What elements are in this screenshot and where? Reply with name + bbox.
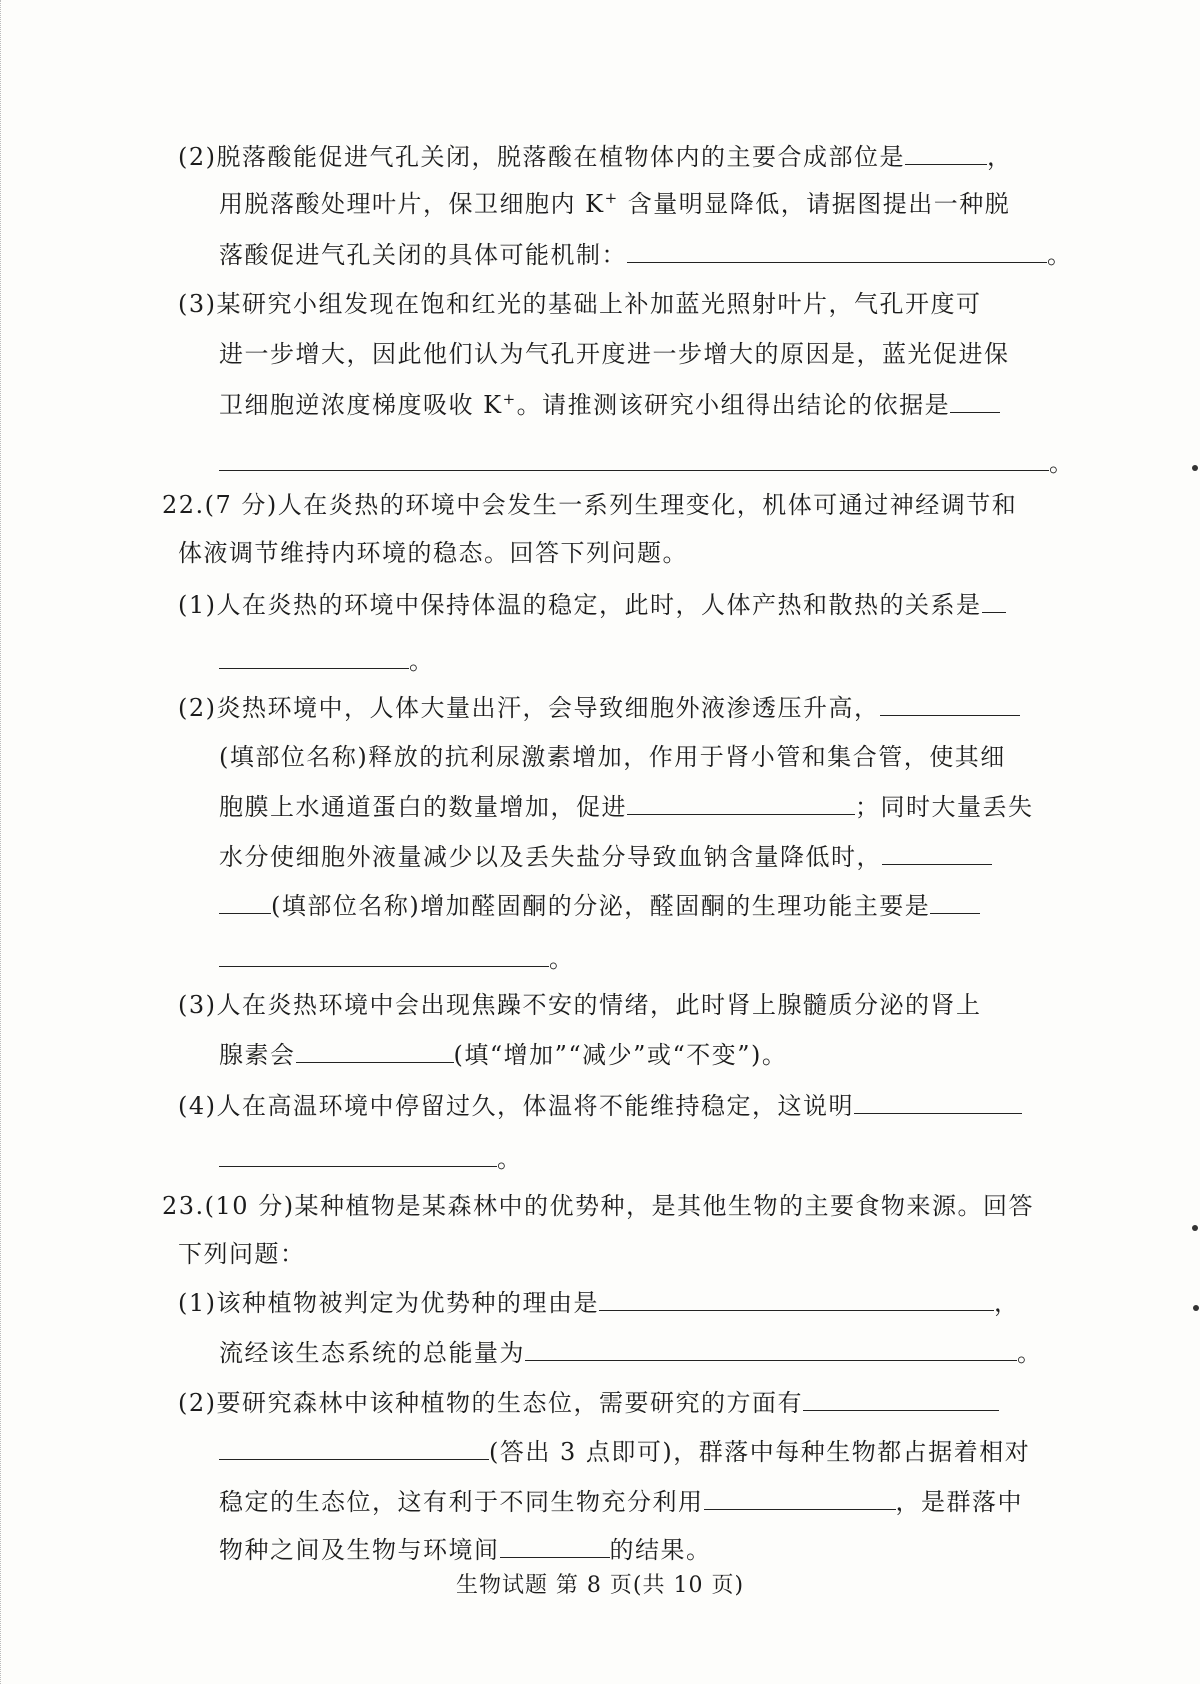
q21-p2-line3: 落酸促进气孔关闭的具体可能机制： 。 — [219, 238, 1073, 271]
q22-p2-line1: (2)炎热环境中，人体大量出汗，会导致细胞外液渗透压升高， — [178, 691, 1020, 724]
answer-blank[interactable] — [882, 840, 992, 865]
q23-p2-line4: 物种之间及生物与环境间 的结果。 — [219, 1533, 712, 1566]
q23-p1-line1: (1)该种植物被判定为优势种的理由是 ， — [178, 1286, 1020, 1319]
answer-blank[interactable] — [905, 140, 987, 165]
answer-blank[interactable] — [219, 1435, 489, 1460]
q21-p3-line2: 进一步增大，因此他们认为气孔开度进一步增大的原因是，蓝光促进保 — [219, 340, 1010, 368]
q22-p4-line1: (4)人在高温环境中停留过久，体温将不能维持稳定，这说明 — [178, 1089, 1022, 1122]
q22-p2-line2: (填部位名称)释放的抗利尿激素增加，作用于肾小管和集合管，使其细 — [219, 743, 1006, 771]
q22-p3-line2: 腺素会 (填“增加”“减少”或“不变”)。 — [219, 1038, 787, 1071]
page-footer: 生物试题 第 8 页(共 10 页) — [455, 1573, 745, 1598]
answer-blank[interactable] — [930, 889, 980, 914]
answer-blank[interactable] — [219, 1142, 497, 1167]
q22-p2-line5: (填部位名称)增加醛固酮的分泌，醛固酮的生理功能主要是 — [219, 889, 980, 922]
q23-p1-line2: 流经该生态系统的总能量为 。 — [219, 1336, 1043, 1369]
answer-blank[interactable] — [803, 1386, 999, 1411]
answer-blank[interactable] — [627, 790, 855, 815]
scan-speck — [1192, 465, 1198, 471]
q21-p3-line1: (3)某研究小组发现在饱和红光的基础上补加蓝光照射叶片，气孔开度可 — [178, 290, 982, 318]
q22-p3-line1: (3)人在炎热环境中会出现焦躁不安的情绪，此时肾上腺髓质分泌的肾上 — [178, 991, 982, 1019]
answer-blank[interactable] — [599, 1286, 994, 1311]
answer-blank[interactable] — [219, 644, 409, 669]
answer-blank[interactable] — [950, 388, 1000, 413]
q22-head-line2: 体液调节维持内环境的稳态。回答下列问题。 — [178, 539, 688, 567]
q22-p2-line6: 。 — [219, 942, 575, 975]
q23-head-line2: 下列问题： — [178, 1240, 306, 1268]
answer-blank[interactable] — [854, 1089, 1022, 1114]
q21-p3-line4: 。 — [219, 446, 1075, 479]
q22-p4-line2: 。 — [219, 1142, 523, 1175]
scan-speck — [1193, 1305, 1199, 1311]
answer-blank[interactable] — [219, 446, 1049, 471]
q23-p2-line2: (答出 3 点即可)，群落中每种生物都占据着相对 — [219, 1435, 1030, 1468]
answer-blank[interactable] — [982, 588, 1006, 613]
q21-p3-line3: 卫细胞逆浓度梯度吸收 K+。请推测该研究小组得出结论的依据是 — [219, 388, 1000, 421]
q23-head-line1: 23.(10 分)某种植物是某森林中的优势种，是其他生物的主要食物来源。回答 — [162, 1192, 1035, 1220]
q22-p1-line2: 。 — [219, 644, 435, 677]
q23-p2-line1: (2)要研究森林中该种植物的生态位，需要研究的方面有 — [178, 1386, 999, 1419]
q22-p1-line1: (1)人在炎热的环境中保持体温的稳定，此时，人体产热和散热的关系是 — [178, 588, 1006, 621]
answer-blank[interactable] — [500, 1533, 610, 1558]
q21-p2-line2: 用脱落酸处理叶片，保卫细胞内 K+ 含量明显降低，请据图提出一种脱 — [219, 189, 1011, 218]
answer-blank[interactable] — [219, 942, 549, 967]
scan-edge — [0, 0, 7, 1684]
scan-speck — [1192, 1225, 1198, 1231]
answer-blank[interactable] — [880, 691, 1020, 716]
answer-blank[interactable] — [296, 1038, 454, 1063]
q22-p2-line4: 水分使细胞外液量减少以及丢失盐分导致血钠含量降低时， — [219, 840, 992, 873]
q23-p2-line3: 稳定的生态位，这有利于不同生物充分利用 ，是群落中 — [219, 1485, 1023, 1518]
q22-p2-line3: 胞膜上水通道蛋白的数量增加，促进 ；同时大量丢失 — [219, 790, 1034, 823]
answer-blank[interactable] — [219, 889, 271, 914]
q21-p2-line1: (2)脱落酸能促进气孔关闭，脱落酸在植物体内的主要合成部位是 ， — [178, 140, 1013, 173]
answer-blank[interactable] — [704, 1485, 896, 1510]
answer-blank[interactable] — [627, 238, 1047, 263]
q22-head-line1: 22.(7 分)人在炎热的环境中会发生一系列生理变化，机体可通过神经调节和 — [162, 491, 1018, 519]
answer-blank[interactable] — [525, 1336, 1017, 1361]
